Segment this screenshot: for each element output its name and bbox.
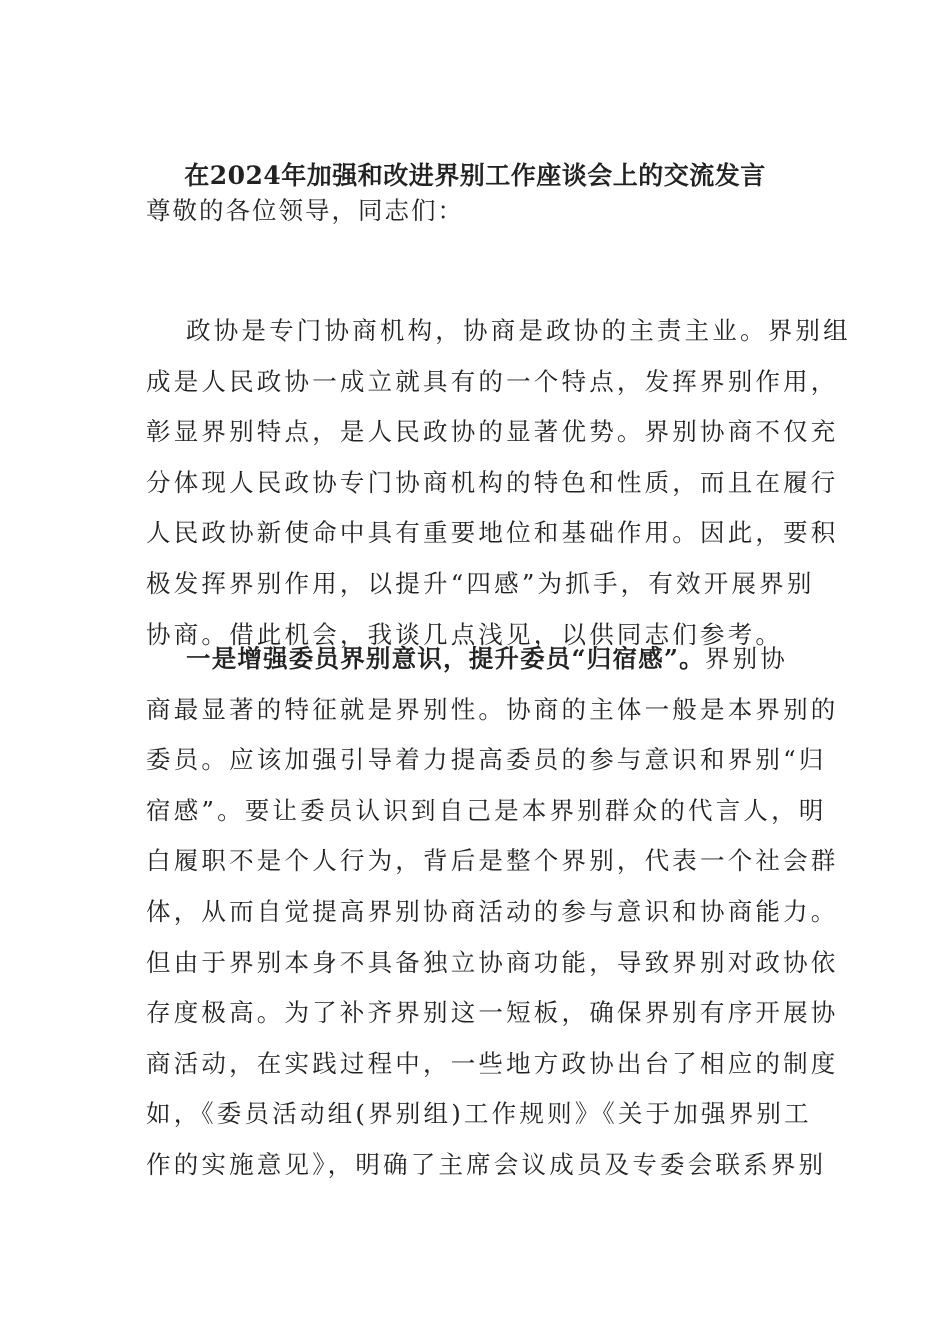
paragraph-line: 彰显界别特点，是人民政协的显著优势。界别协商不仅充 [146,417,839,447]
salutation-line: 尊敬的各位领导，同志们： [146,196,464,225]
document-title: 在2024年加强和改进界别工作座谈会上的交流发言 [184,161,766,190]
paragraph-line: 极发挥界别作用，以提升“四感”为抓手，有效开展界别 [146,568,815,598]
paragraph-line: 白履职不是个人行为，背后是整个界别，代表一个社会群 [146,846,839,876]
paragraph-line: 政协是专门协商机构，协商是政协的主责主业。界别组 [186,316,851,345]
paragraph-line: 人民政协新使命中具有重要地位和基础作用。因此，要积 [146,518,839,548]
paragraph-line: 成是人民政协一成立就具有的一个特点，发挥界别作用， [146,366,839,396]
paragraph-line: 体，从而自觉提高界别协商活动的参与意识和协商能力。 [146,896,839,926]
paragraph-intro [146,306,851,660]
paragraph-point-one [146,634,839,1191]
point-first-line-text: 界别协 [704,644,788,673]
paragraph-line: 作的实施意见》，明确了主席会议成员及专委会联系界别 [146,1149,827,1179]
paragraph-line: 委员。应该加强引导着力提高委员的参与意识和界别“归 [146,745,827,775]
point-heading: 一是增强委员界别意识，提升委员“归宿感”。 [186,644,705,673]
paragraph-line: 存度极高。为了补齐界别这一短板，确保界别有序开展协 [146,998,839,1028]
salutation [146,186,806,237]
paragraph-line: 商活动，在实践过程中，一些地方政协出台了相应的制度 [146,1048,839,1078]
paragraph-line: 协商。借此机会，我谈几点浅见，以供同志们参考。 [146,619,784,649]
paragraph-first-line [146,634,806,685]
paragraph-line: 分体现人民政协专门协商机构的特色和性质，而且在履行 [146,467,839,497]
paragraph-line: 宿感”。要让委员认识到自己是本界别群众的代言人，明 [146,795,827,825]
paragraph-line: 但由于界别本身不具备独立协商功能，导致界别对政协依 [146,947,839,977]
paragraph-line: 如，《委员活动组(界别组)工作规则》《关于加强界别工 [146,1099,812,1129]
paragraph-line: 商最显著的特征就是界别性。协商的主体一般是本界别的 [146,694,839,724]
